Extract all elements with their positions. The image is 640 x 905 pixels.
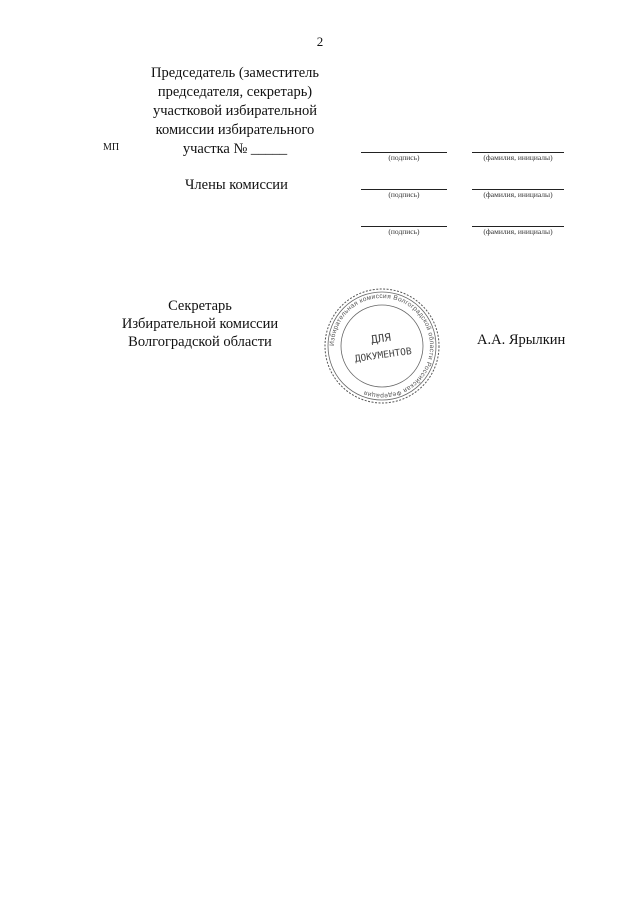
seal-outer-ring: [325, 289, 439, 403]
seal-center-text: ДЛЯ: [370, 330, 392, 347]
seal-center-text: ДОКУМЕНТОВ: [354, 345, 413, 365]
secretary-title-block: [100, 297, 300, 351]
chair-title-line: Председатель (заместитель: [150, 65, 319, 81]
official-seal: [322, 286, 442, 406]
name-caption: (фамилия, инициалы): [483, 153, 553, 162]
seal-ring-text: Избирательная комиссия Волгоградской области Российская Федерация: [328, 292, 436, 400]
chair-title-line: участковой избирательной: [152, 103, 318, 119]
chair-title-line: участка № _____: [182, 141, 288, 157]
signature-caption: (подпись): [388, 227, 420, 236]
chair-title-line: комиссии избирательного: [155, 122, 315, 138]
signer-name: А.А. Ярылкин: [477, 332, 566, 348]
chair-title-line: председателя, секретарь): [157, 84, 313, 100]
name-caption: (фамилия, инициалы): [483, 190, 553, 199]
name-caption: (фамилия, инициалы): [483, 227, 553, 236]
seal-ring: [328, 292, 436, 400]
members-label: Члены комиссии: [185, 177, 288, 193]
secretary-title-line: Волгоградской области: [128, 334, 272, 350]
signature-caption: (подпись): [388, 153, 420, 162]
page-number: 2: [316, 34, 324, 49]
stamp-place-label: МП: [103, 142, 120, 153]
chair-title-block: [130, 64, 340, 159]
secretary-title-line: Секретарь: [168, 298, 232, 314]
signature-caption: (подпись): [388, 190, 420, 199]
secretary-title-line: Избирательной комиссии: [121, 316, 279, 332]
